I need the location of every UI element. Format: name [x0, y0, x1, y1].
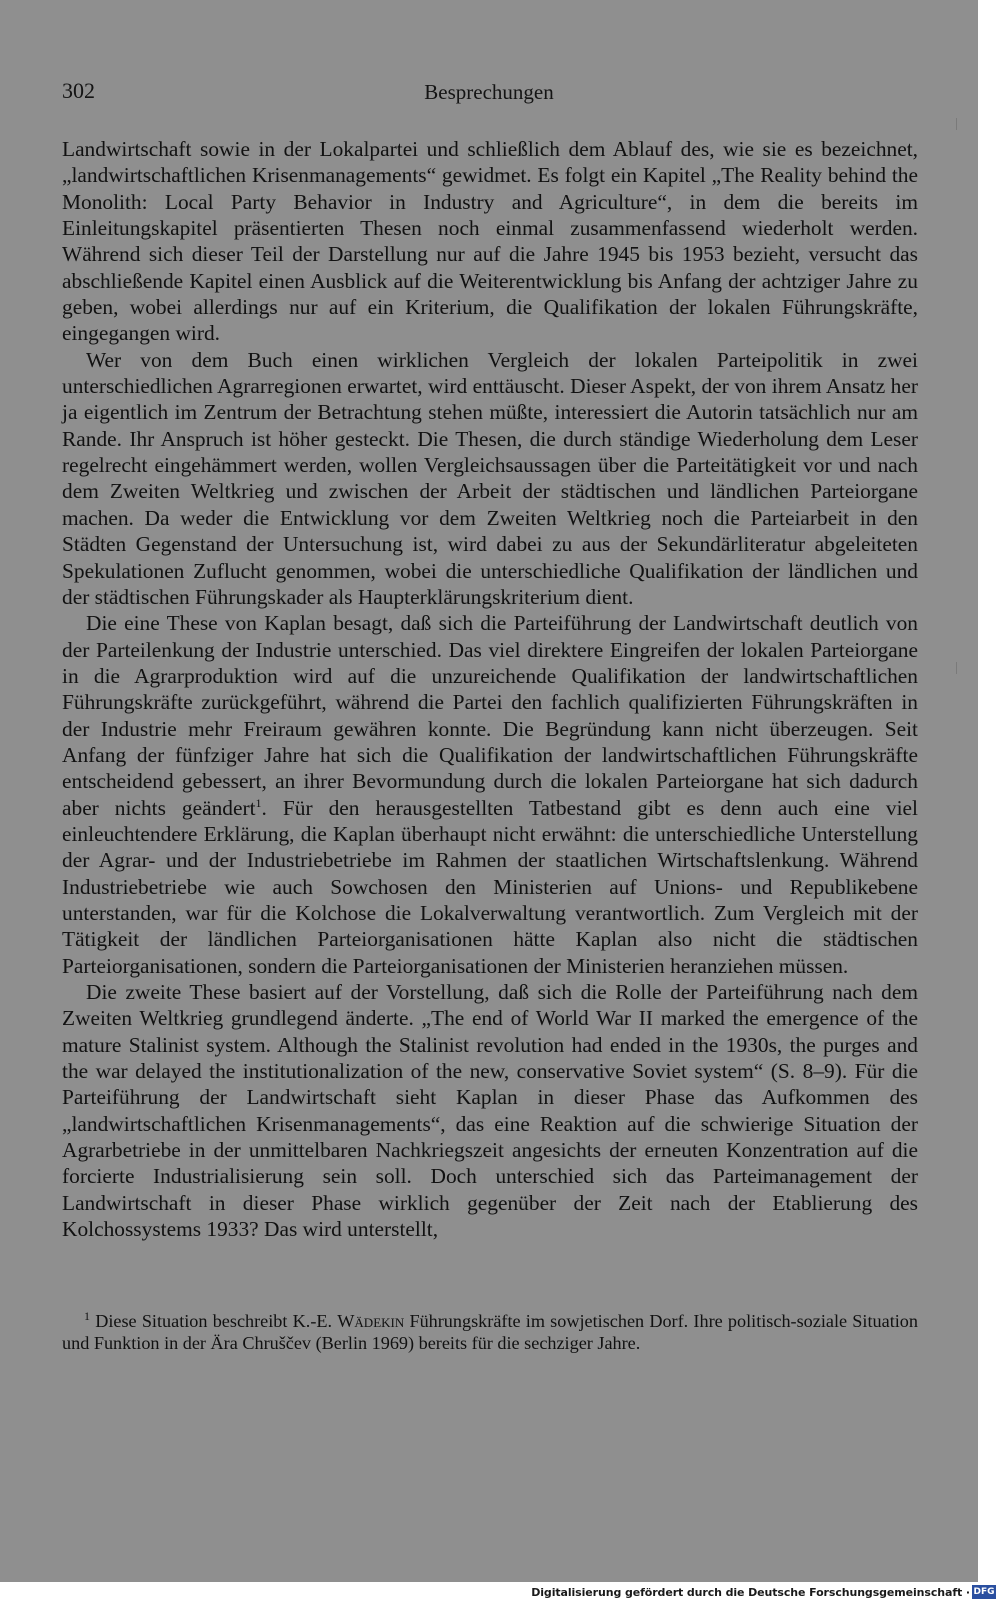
paragraph-text: . Für den herausgestellten Tatbestand gibt es denn auch eine viel einleuchtendere Erklärung, die Kaplan überhaupt nicht erwähnt: die unterschiedliche Unterstellung der Agrar- und der Industriebetriebe im Rahmen der staatlichen Wirtschaftslenkung. Während Industriebetriebe wie auch Sowchosen den Ministerien auf Unions- und Republikebene unterstanden, war für die Kolchose die Lokalverwaltung verantwortlich. Zum Vergleich mit der Tätigkeit der ländlichen Parteiorganisationen hätte Kaplan also nicht die städtischen Parteiorganisationen, sondern die Parteiorganisationen der Ministerien heranziehen müssen. — [62, 795, 918, 978]
paragraph-text: Wer von dem Buch einen wirklichen Vergleich der lokalen Parteipolitik in zwei unterschiedlichen Agrarregionen erwartet, wird enttäuscht. Dieser Aspekt, der von ihrem Ansatz her ja eigentlich im Zentrum der Betrachtung stehen müßte, interessiert die Autorin tatsächlich nur am Rande. Ihr Anspruch ist höher gesteckt. Die Thesen, die durch ständige Wiederholung dem Leser regelrecht eingehämmert werden, wollen Vergleichsaussagen über die Parteitätigkeit vor und nach dem Zweiten Weltkrieg und zwischen der Arbeit der städtischen und ländlichen Parteiorgane machen. Da weder die Entwicklung vor dem Zweiten Weltkrieg noch die Parteiarbeit in den Städten Gegenstand der Untersuchung ist, wird dabei zu aus der Sekundärliteratur abgeleiteten Spekulationen Zuflucht genommen, wobei die unterschiedliche Qualifikation der ländlichen und der städtischen Führungskader als Haupterklärungskriterium dient. — [62, 347, 918, 609]
paragraph-text: Die eine These von Kaplan besagt, daß sich die Parteiführung der Landwirtschaft deutlich von der Parteilenkung der Industrie unterschied. Das viel direktere Eingreifen der lokalen Parteiorgane in die Agrarproduktion wird auf die unzureichende Qualifikation der landwirtschaftlichen Führungskräfte zurückgeführt, während die Partei den fachlich qualifizierten Führungskräften in der Industrie mehr Freiraum gewähren konnte. Die Begründung kann nicht überzeugen. Seit Anfang der fünfziger Jahre hat sich die Qualifikation der landwirtschaftlichen Führungskräfte entscheidend gebessert, an ihrer Bevormundung durch die lokalen Parteiorgane hat sich dadurch aber nichts geändert — [62, 611, 918, 820]
paragraph — [62, 347, 918, 610]
paragraph — [62, 610, 918, 979]
running-title: Besprechungen — [424, 80, 554, 104]
paragraph — [62, 136, 918, 347]
footnote — [62, 1310, 918, 1354]
paragraph-text: Die zweite These basiert auf der Vorstellung, daß sich die Rolle der Parteiführung nach dem Zweiten Weltkrieg grundlegend änderte. „The end of World War II marked the emergence of the mature Stalinist system. Although the Stalinist revolution had ended in the 1930s, the purges and the war delayed the institutionalization of the new, conservative Soviet system“ (S. 8–9). Für die Parteiführung der Landwirtschaft sieht Kaplan in dieser Phase das Aufkommen des „landwirtschaftlichen Krisenmanagements“, das eine Reaktion auf die schwierige Situation der Agrarbetriebe in der unmittelbaren Nachkriegszeit angesichts der erneuten Konzentration auf die forcierte Industrialisierung sein soll. Doch unterschied sich das Parteimanagement der Landwirtschaft in dieser Phase wirklich gegenüber der Zeit nach der Etablierung des Kolchossystems 1933? Das wird unterstellt, — [62, 980, 918, 1242]
paragraph-text: Landwirtschaft sowie in der Lokalpartei und schließlich dem Ablauf des, wie sie es bezeichnet, „landwirtschaftlichen Krisenmanagements“ gewidmet. Es folgt ein Kapitel „The Reality behind the Monolith: Local Party Behavior in Industry and Agriculture“, in dem die bereits im Einleitungskapitel präsentierten Thesen noch einmal zusammenfassend wiederholt werden. Während sich dieser Teil der Darstellung nur auf die Jahre 1945 bis 1953 bezieht, versucht das abschließende Kapitel einen Ausblick auf die Weiterentwicklung bis Anfang der achtziger Jahre zu geben, wobei allerdings nur auf ein Kriterium, die Qualifikation der lokalen Führungskräfte, eingegangen wird. — [62, 137, 918, 346]
page-number: 302 — [62, 78, 95, 103]
page-edge-mark — [956, 662, 957, 674]
footnote-author: Wädekin — [337, 1311, 405, 1331]
footnote-text: Führungskräfte im sowjetischen Dorf. Ihre politisch-soziale Situation und Funktion in der Ära Chruščev (Berlin 1969) bereits für die sechziger Jahre. — [62, 1311, 918, 1353]
footnote-reference[interactable]: 1 — [255, 795, 262, 810]
dfg-logo[interactable]: DFG — [973, 1587, 995, 1597]
body-text — [62, 136, 918, 1242]
footnote-number: 1 — [84, 1308, 90, 1323]
page-edge-mark — [956, 118, 957, 130]
digitization-credit — [0, 1584, 1000, 1602]
footnote-text: Diese Situation beschreibt K.-E. — [95, 1311, 338, 1331]
credit-text: Digitalisierung gefördert durch die Deutsche Forschungsgemeinschaft · — [531, 1586, 970, 1599]
paragraph — [62, 979, 918, 1242]
